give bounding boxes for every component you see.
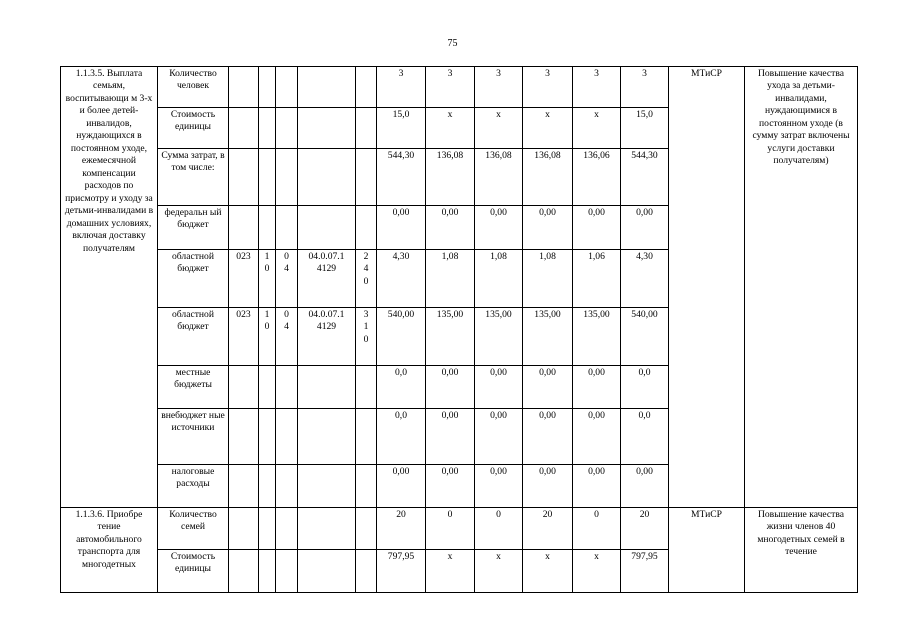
value-cell: 0 (573, 508, 621, 550)
pr-cell (276, 508, 298, 550)
value-cell: 0,00 (523, 465, 573, 508)
value-cell: 797,95 (377, 550, 426, 593)
value-cell: 0,00 (621, 465, 669, 508)
value-cell: 0,00 (523, 206, 573, 250)
pr-cell (276, 206, 298, 250)
value-cell: 0 (426, 508, 475, 550)
rz-cell (259, 67, 276, 108)
vr-cell (356, 67, 377, 108)
budget-table (60, 66, 858, 593)
vr-cell: 3 1 0 (356, 308, 377, 366)
page-number: 75 (447, 38, 458, 49)
csr-cell (298, 206, 356, 250)
row-label: Сумма затрат, в том числе: (158, 149, 229, 206)
row-label: Количество человек (158, 67, 229, 108)
grbs-cell (229, 206, 259, 250)
value-cell: 15,0 (621, 108, 669, 149)
row-label: федеральн ый бюджет (158, 206, 229, 250)
vr-cell (356, 550, 377, 593)
grbs-cell (229, 149, 259, 206)
value-cell: 0,00 (426, 409, 475, 465)
grbs-cell (229, 108, 259, 149)
csr-cell (298, 550, 356, 593)
value-cell: х (426, 108, 475, 149)
value-cell: 3 (377, 67, 426, 108)
pr-cell: 0 4 (276, 250, 298, 308)
value-cell: 0,00 (523, 409, 573, 465)
value-cell: 0,00 (426, 465, 475, 508)
grbs-cell (229, 366, 259, 409)
value-cell: 20 (621, 508, 669, 550)
value-cell: 0,00 (426, 206, 475, 250)
value-cell: 1,06 (573, 250, 621, 308)
rz-cell (259, 366, 276, 409)
value-cell: 136,06 (573, 149, 621, 206)
csr-cell (298, 108, 356, 149)
value-cell: 0,00 (573, 366, 621, 409)
value-cell: х (523, 550, 573, 593)
grbs-cell (229, 508, 259, 550)
value-cell: х (475, 108, 523, 149)
value-cell: 0,0 (621, 409, 669, 465)
row-label: областной бюджет (158, 308, 229, 366)
csr-cell (298, 508, 356, 550)
expected-result: Повышение качества ухода за детьми-инвалидами, нуждающимися в постоянном уходе (в сумму затрат включены услуги доставки получателям) (745, 67, 858, 508)
measure-title: 1.1.3.5. Выплата семьям, воспитывающи м 3-х и более детей-инвалидов, нуждающихся в постоянном уходе, ежемесячной компенсации расходов по присмотру и уходу за детьми-инвалидами в домашних условиях, включая доставку получателям (61, 67, 158, 508)
value-cell: 0,00 (621, 206, 669, 250)
value-cell: х (573, 108, 621, 149)
vr-cell (356, 366, 377, 409)
value-cell: 3 (475, 67, 523, 108)
grbs-cell: 023 (229, 308, 259, 366)
pr-cell: 0 4 (276, 308, 298, 366)
value-cell: х (523, 108, 573, 149)
rz-cell: 1 0 (259, 308, 276, 366)
value-cell: 0,00 (377, 206, 426, 250)
vr-cell (356, 206, 377, 250)
value-cell: 0 (475, 508, 523, 550)
rz-cell (259, 409, 276, 465)
grbs-cell (229, 409, 259, 465)
table-row (61, 67, 858, 108)
rz-cell (259, 149, 276, 206)
vr-cell (356, 409, 377, 465)
rz-cell (259, 508, 276, 550)
value-cell: 1,08 (523, 250, 573, 308)
rz-cell (259, 206, 276, 250)
section-a (61, 67, 858, 508)
value-cell: 3 (573, 67, 621, 108)
grbs-cell (229, 550, 259, 593)
value-cell: 135,00 (523, 308, 573, 366)
row-label: местные бюджеты (158, 366, 229, 409)
grbs-cell (229, 67, 259, 108)
value-cell: 135,00 (426, 308, 475, 366)
executor: МТиСР (669, 67, 745, 508)
value-cell: 0,00 (377, 465, 426, 508)
pr-cell (276, 108, 298, 149)
value-cell: 135,00 (475, 308, 523, 366)
pr-cell (276, 67, 298, 108)
value-cell: 135,00 (573, 308, 621, 366)
csr-cell (298, 366, 356, 409)
value-cell: 20 (377, 508, 426, 550)
grbs-cell (229, 465, 259, 508)
row-label: областной бюджет (158, 250, 229, 308)
csr-cell (298, 465, 356, 508)
value-cell: 0,00 (475, 366, 523, 409)
value-cell: 797,95 (621, 550, 669, 593)
vr-cell (356, 108, 377, 149)
value-cell: 3 (523, 67, 573, 108)
value-cell: 136,08 (426, 149, 475, 206)
row-label: Стоимость единицы (158, 108, 229, 149)
executor: МТиСР (669, 508, 745, 593)
measure-title: 1.1.3.6. Приобре тение автомобильного транспорта для многодетных (61, 508, 158, 593)
csr-cell (298, 67, 356, 108)
value-cell: 0,00 (475, 409, 523, 465)
expected-result: Повышение качества жизни членов 40 многодетных семей в течение (745, 508, 858, 593)
value-cell: 0,00 (573, 409, 621, 465)
rz-cell: 1 0 (259, 250, 276, 308)
pr-cell (276, 366, 298, 409)
value-cell: 15,0 (377, 108, 426, 149)
csr-cell: 04.0.07.1 4129 (298, 308, 356, 366)
value-cell: 0,00 (573, 206, 621, 250)
rz-cell (259, 465, 276, 508)
value-cell: 0,00 (475, 206, 523, 250)
table-row (61, 508, 858, 550)
rz-cell (259, 108, 276, 149)
csr-cell: 04.0.07.1 4129 (298, 250, 356, 308)
value-cell: 1,08 (475, 250, 523, 308)
value-cell: 136,08 (475, 149, 523, 206)
value-cell: 544,30 (621, 149, 669, 206)
value-cell: 3 (426, 67, 475, 108)
pr-cell (276, 465, 298, 508)
vr-cell (356, 465, 377, 508)
value-cell: 20 (523, 508, 573, 550)
csr-cell (298, 149, 356, 206)
value-cell: х (573, 550, 621, 593)
vr-cell (356, 149, 377, 206)
vr-cell: 2 4 0 (356, 250, 377, 308)
value-cell: 0,00 (475, 465, 523, 508)
vr-cell (356, 508, 377, 550)
value-cell: 540,00 (377, 308, 426, 366)
value-cell: 0,0 (377, 409, 426, 465)
value-cell: 4,30 (621, 250, 669, 308)
value-cell: 0,00 (523, 366, 573, 409)
pr-cell (276, 149, 298, 206)
value-cell: 3 (621, 67, 669, 108)
value-cell: 0,0 (621, 366, 669, 409)
row-label: Количество семей (158, 508, 229, 550)
csr-cell (298, 409, 356, 465)
pr-cell (276, 409, 298, 465)
value-cell: 136,08 (523, 149, 573, 206)
value-cell: 540,00 (621, 308, 669, 366)
grbs-cell: 023 (229, 250, 259, 308)
value-cell: х (426, 550, 475, 593)
rz-cell (259, 550, 276, 593)
pr-cell (276, 550, 298, 593)
value-cell: 4,30 (377, 250, 426, 308)
value-cell: 0,00 (426, 366, 475, 409)
value-cell: 544,30 (377, 149, 426, 206)
row-label: налоговые расходы (158, 465, 229, 508)
row-label: внебюджет ные источники (158, 409, 229, 465)
section-b (61, 508, 858, 593)
value-cell: 0,0 (377, 366, 426, 409)
value-cell: 0,00 (573, 465, 621, 508)
value-cell: х (475, 550, 523, 593)
row-label: Стоимость единицы (158, 550, 229, 593)
value-cell: 1,08 (426, 250, 475, 308)
